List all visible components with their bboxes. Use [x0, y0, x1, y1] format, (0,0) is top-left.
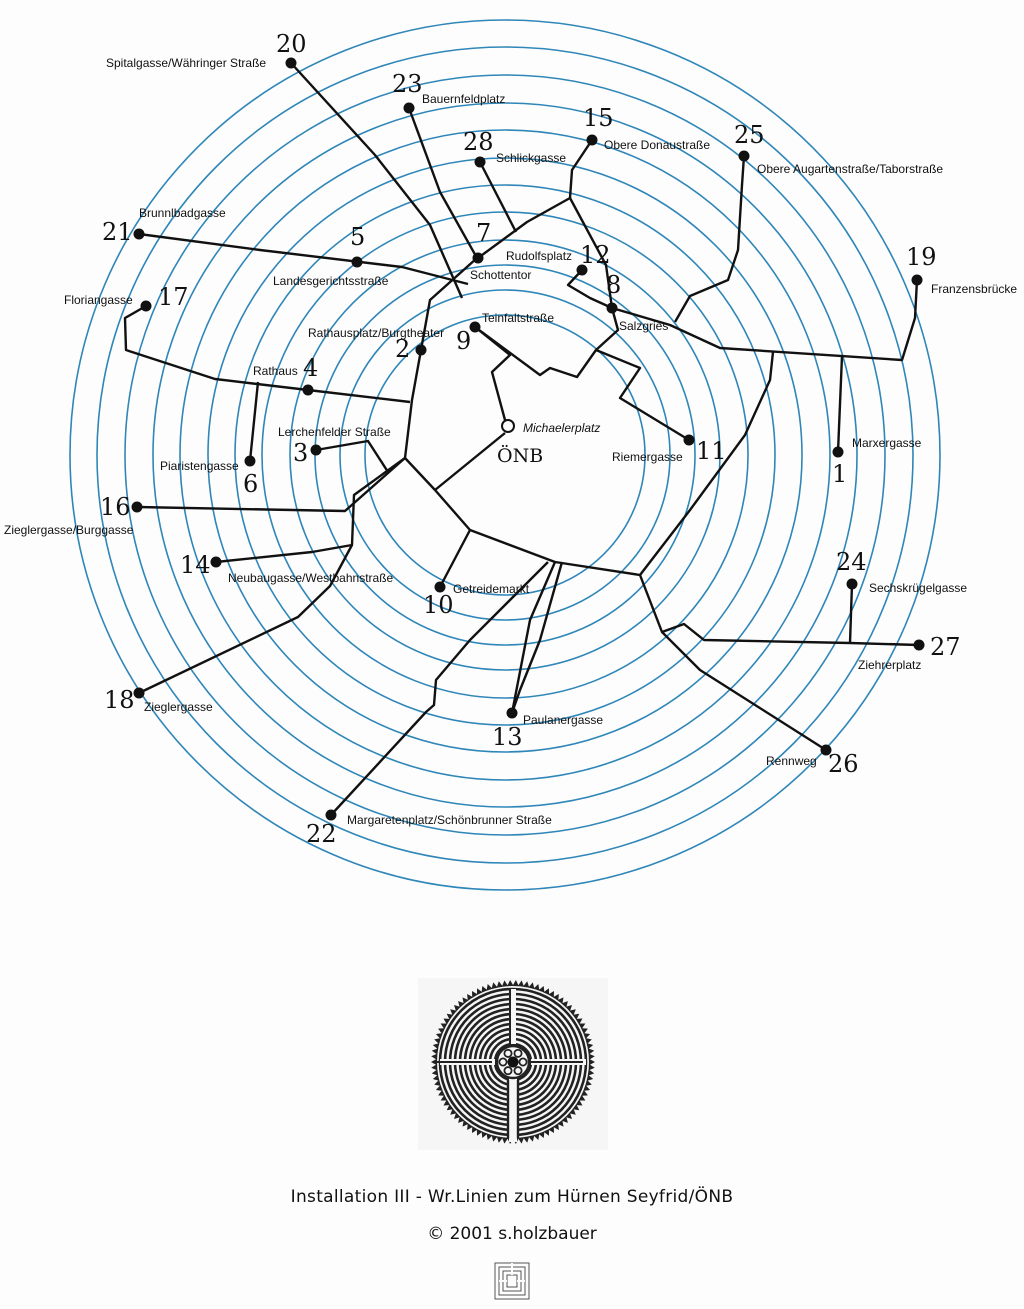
stop-number: 24	[836, 548, 867, 576]
stop-number: 5	[350, 223, 366, 251]
stop-label: Floriangasse	[64, 293, 133, 307]
maze-logo-icon	[494, 1262, 530, 1300]
stops	[4, 30, 1017, 848]
stop-number: 14	[180, 551, 211, 579]
stop-number: 8	[606, 271, 622, 299]
stop-marker	[416, 345, 427, 356]
stop-number: 17	[158, 283, 189, 311]
stop-label: Franzensbrücke	[931, 282, 1018, 296]
stop-number: 7	[476, 219, 492, 247]
stop-1	[832, 436, 922, 488]
route-line-24	[850, 584, 852, 643]
stop-marker	[132, 502, 143, 513]
stop-label: Getreidemarkt	[453, 582, 530, 596]
stop-number: 11	[696, 437, 727, 465]
stop-number: 3	[293, 439, 309, 467]
stop-number: 20	[276, 30, 307, 58]
stop-label: Schottentor	[470, 268, 532, 282]
stop-label: Lerchenfelder Straße	[278, 425, 391, 439]
stop-label: Brunnlbadgasse	[139, 206, 226, 220]
stop-20	[106, 30, 307, 70]
stop-number: 10	[423, 591, 454, 619]
stop-label: Rathaus	[253, 364, 298, 378]
stop-4	[253, 354, 318, 396]
stop-label: Neubaugasse/Westbahnstraße	[228, 571, 394, 585]
stop-marker	[404, 103, 415, 114]
stop-marker	[914, 640, 925, 651]
route-line-1	[838, 356, 842, 452]
stop-number: 26	[828, 750, 859, 778]
stop-number: 25	[734, 121, 765, 149]
stop-label: Bauernfeldplatz	[422, 92, 506, 106]
stop-marker	[134, 688, 145, 699]
stop-label: Rudolfsplatz	[506, 249, 573, 263]
stop-number: 9	[456, 327, 472, 355]
route-line-3	[316, 441, 388, 472]
stop-label: Margaretenplatz/Schönbrunner Straße	[347, 813, 552, 827]
stop-label: Marxergasse	[852, 436, 922, 450]
route-line-13	[470, 530, 555, 713]
stop-marker	[141, 301, 152, 312]
copyright-text: © 2001 s.holzbauer	[427, 1224, 597, 1244]
stop-number: 23	[392, 70, 423, 98]
stop-label: Teinfaltstraße	[482, 311, 555, 325]
center-stop	[497, 420, 600, 467]
route-line-10	[440, 530, 470, 587]
diagram-title: Installation III - Wr.Linien zum Hürnen Seyfrid/ÖNB	[290, 1187, 734, 1207]
stop-19	[906, 243, 1017, 296]
stop-label: Obere Donaustraße	[604, 138, 711, 152]
stop-label: Salzgries	[619, 319, 669, 333]
stop-25	[734, 121, 943, 176]
stop-label: Sechskrügelgasse	[869, 581, 968, 595]
stop-10	[423, 582, 530, 620]
stop-27	[858, 633, 961, 672]
stop-21	[102, 206, 226, 246]
stop-number: 22	[306, 820, 337, 848]
stop-label: Zieglergasse/Burggasse	[4, 523, 134, 537]
stop-number: 28	[463, 128, 494, 156]
route-line-center	[435, 433, 505, 490]
stop-number: 6	[243, 470, 259, 498]
stop-number: 12	[580, 241, 611, 269]
stop-marker	[607, 303, 618, 314]
stop-label: Paulanergasse	[523, 713, 604, 727]
stop-number: 2	[395, 335, 411, 363]
stop-marker	[912, 275, 923, 286]
stop-label: Rathausplatz/Burgtheater	[308, 326, 445, 340]
stop-marker	[847, 579, 858, 590]
route-line-6	[250, 382, 258, 461]
stop-number: 21	[102, 218, 133, 246]
stop-label: Obere Augartenstraße/Taborstraße	[757, 162, 944, 176]
stop-label: Spitalgasse/Währinger Straße	[106, 56, 267, 70]
stop-marker	[211, 557, 222, 568]
stop-number: 13	[492, 723, 523, 751]
stop-marker	[684, 435, 695, 446]
stop-label: Zieglergasse	[144, 700, 213, 714]
stop-marker	[303, 385, 314, 396]
center-marker	[502, 420, 514, 432]
stop-number: 4	[303, 354, 319, 382]
stop-marker	[739, 151, 750, 162]
stop-marker	[587, 135, 598, 146]
labyrinth-icon	[418, 978, 608, 1150]
stop-marker	[473, 253, 484, 264]
stop-label: Schlickgasse	[496, 151, 567, 165]
stop-label: Landesgerichtsstraße	[273, 274, 389, 288]
stop-marker	[134, 229, 145, 240]
stop-number: 15	[583, 104, 614, 132]
stop-label: Riemergasse	[612, 450, 683, 464]
stop-label: Piaristengasse	[160, 459, 239, 473]
stop-label: Ziehrerplatz	[858, 658, 922, 672]
stop-marker	[311, 445, 322, 456]
stop-label: Rennweg	[766, 754, 817, 768]
center-station-label: Michaelerplatz	[523, 421, 601, 435]
stop-5	[273, 223, 389, 288]
stop-26	[766, 745, 859, 779]
stop-number: 16	[100, 493, 131, 521]
stop-marker	[245, 456, 256, 467]
stop-24	[836, 548, 967, 595]
stop-18	[104, 686, 213, 714]
stop-17	[64, 283, 189, 312]
stop-2	[308, 326, 444, 363]
center-name-label: ÖNB	[497, 445, 544, 467]
stop-marker	[507, 708, 518, 719]
route-line-9b	[475, 327, 510, 420]
stop-marker	[352, 257, 363, 268]
stop-number: 27	[930, 633, 961, 661]
stop-marker	[833, 447, 844, 458]
stop-14	[180, 551, 394, 585]
stop-13	[492, 708, 603, 752]
stop-marker	[326, 810, 337, 821]
stop-number: 1	[832, 460, 848, 488]
stop-16	[4, 493, 143, 537]
route-line-east	[555, 562, 640, 575]
stop-number: 18	[104, 686, 135, 714]
stop-marker	[286, 58, 297, 69]
stop-number: 19	[906, 243, 937, 271]
stop-marker	[475, 157, 486, 168]
